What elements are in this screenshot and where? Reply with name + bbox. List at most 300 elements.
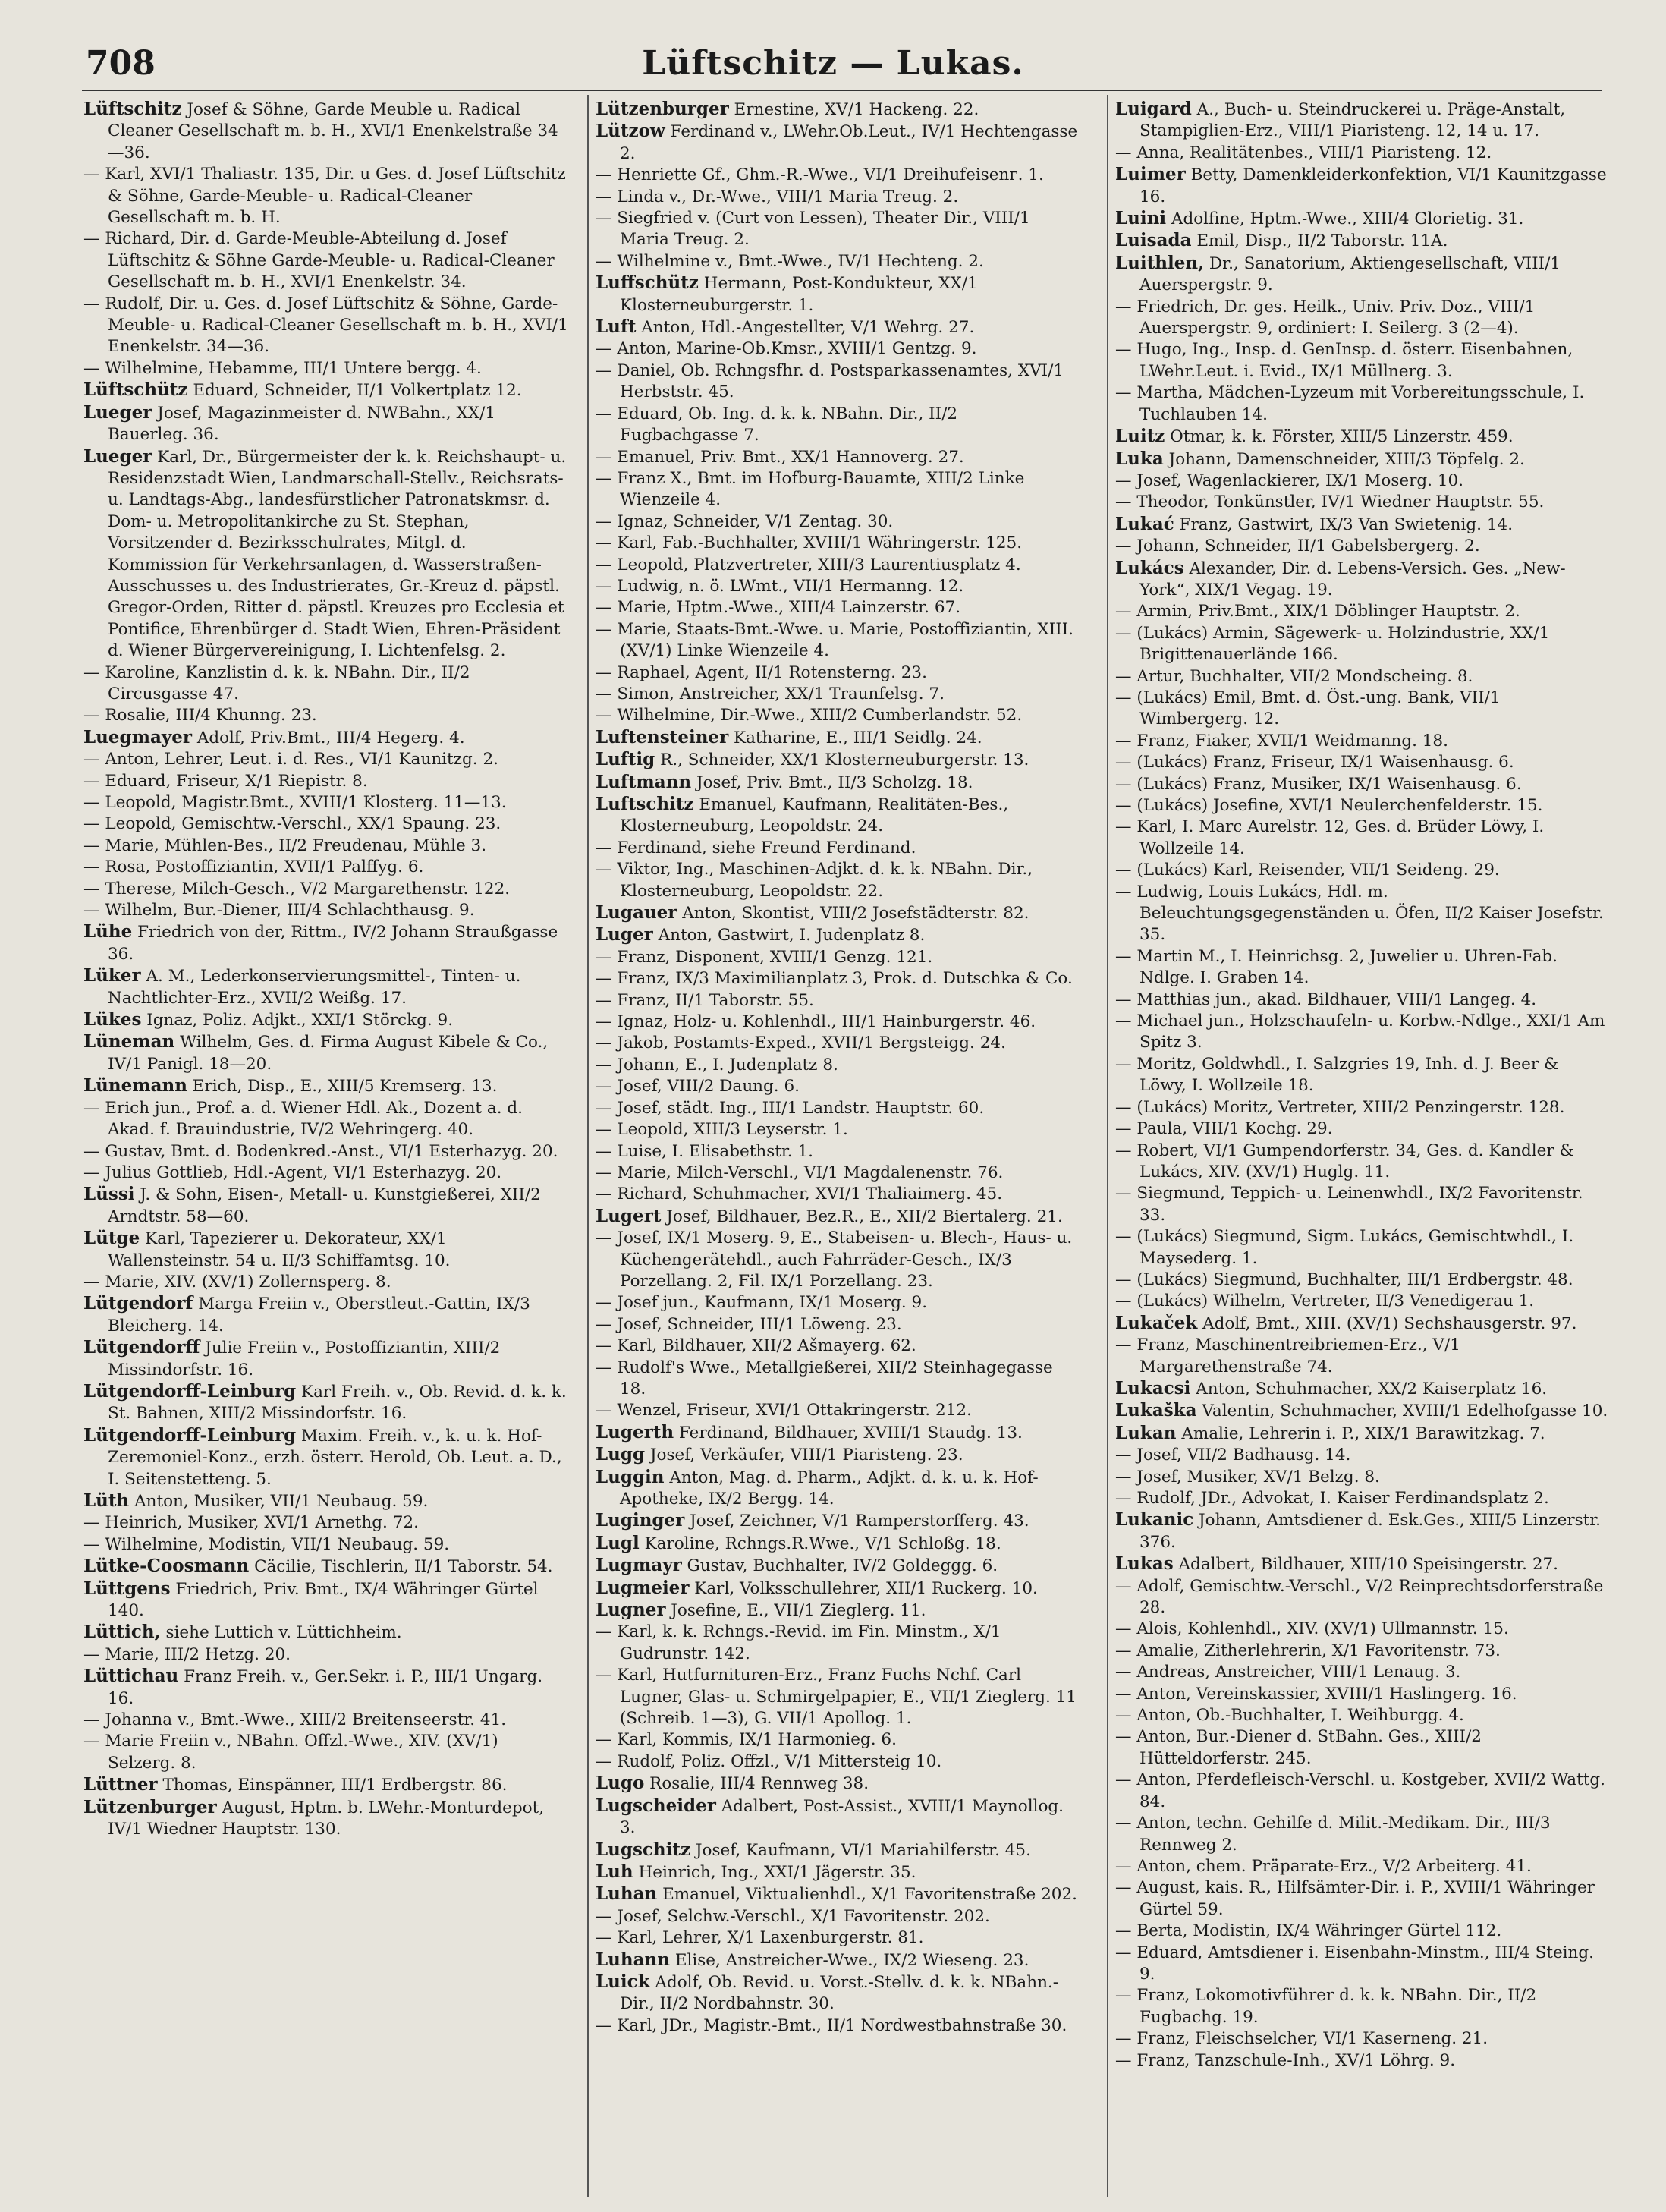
directory-entry — [83, 446, 569, 662]
directory-entry — [1115, 558, 1608, 602]
entry-text: — (Lukács) Siegmund, Sigm. Lukács, Gemischtwhdl., I. Maysederg. 1. — [1115, 1227, 1574, 1268]
directory-entry — [596, 1163, 1081, 1184]
entry-surname: Lugl — [596, 1532, 640, 1553]
entry-text: — Richard, Schuhmacher, XVI/1 Thaliaimerg. 45. — [596, 1185, 1003, 1204]
entry-text: — Franz, Fiaker, XVII/1 Weidmanng. 18. — [1115, 731, 1448, 750]
entry-surname: Lützenburger — [83, 1796, 217, 1817]
entry-surname: Lukan — [1115, 1422, 1177, 1443]
directory-entry — [596, 1141, 1081, 1163]
directory-entry — [1115, 817, 1608, 860]
directory-entry — [1115, 1684, 1608, 1705]
entry-text: — Anton, techn. Gehilfe d. Milit.-Medikam. Dir., III/3 Rennweg 2. — [1115, 1814, 1551, 1855]
entry-text: — Rudolf, Poliz. Offzl., V/1 Mittersteig 10. — [596, 1751, 942, 1771]
entry-text: — Theodor, Tonkünstler, IV/1 Wiedner Hauptstr. 55. — [1115, 492, 1545, 512]
entry-text: — Hugo, Ing., Insp. d. GenInsp. d. österr. Eisenbahnen, LWehr.Leut. i. Evid., IX/1 Müllnerg. 3. — [1115, 340, 1573, 381]
directory-entry — [1115, 1423, 1608, 1445]
entry-surname: Luitz — [1115, 426, 1165, 447]
directory-entry — [596, 1292, 1081, 1314]
entry-text: — Karl, Kommis, IX/1 Harmonieg. 6. — [596, 1730, 897, 1750]
directory-entry — [1115, 1813, 1608, 1856]
entry-text: — Paula, VIII/1 Kochg. 29. — [1115, 1119, 1333, 1139]
directory-entry — [1115, 1985, 1608, 2028]
entry-text: — Josef, städt. Ing., III/1 Landstr. Hauptstr. 60. — [596, 1098, 985, 1118]
entry-surname: Lütgendorff-Leinburg — [83, 1380, 297, 1402]
entry-text: — Anton, Pferdefleisch-Verschl. u. Kostgeber, XVII/2 Wattg. 84. — [1115, 1770, 1605, 1811]
directory-entry — [596, 1314, 1081, 1336]
directory-entry — [1115, 1378, 1608, 1400]
directory-entry — [596, 1444, 1081, 1466]
entry-text: Josef, Bildhauer, Bez.R., E., XII/2 Biertalerg. 21. — [666, 1207, 1063, 1226]
directory-entry — [83, 1293, 569, 1337]
entry-surname: Luffschütz — [596, 272, 699, 294]
entry-text: Julie Freiin v., Postoffiziantin, XIII/2 Missindorfstr. 16. — [108, 1339, 501, 1380]
entry-surname: Lüttichau — [83, 1666, 179, 1687]
directory-entry — [596, 1927, 1081, 1949]
directory-entry — [83, 1710, 569, 1731]
directory-entry — [1115, 990, 1608, 1011]
page-number: 708 — [86, 44, 156, 83]
directory-entry — [1115, 470, 1608, 492]
entry-text: Dr., Sanatorium, Aktiengesellschaft, VIII/1 Auerspergstr. 9. — [1139, 253, 1561, 295]
directory-entry — [83, 1731, 569, 1774]
entry-surname: Lüssi — [83, 1184, 135, 1205]
directory-column-2 — [596, 99, 1081, 2037]
directory-entry — [596, 576, 1081, 597]
directory-entry — [83, 857, 569, 878]
entry-text: Adolf, Bmt., XIII. (XV/1) Sechshausgerstr. 97. — [1202, 1314, 1577, 1333]
directory-entry — [596, 121, 1081, 165]
directory-entry — [596, 1098, 1081, 1119]
entry-text: — Franz, Fleischselcher, VI/1 Kaserneng. 21. — [1115, 2029, 1488, 2049]
directory-entry — [596, 1665, 1081, 1729]
directory-entry — [596, 1467, 1081, 1511]
entry-text: — Rudolf, JDr., Advokat, I. Kaiser Ferdinandsplatz 2. — [1115, 1489, 1549, 1508]
entry-text: — Marie, Mühlen-Bes., II/2 Freudenau, Mühle 3. — [83, 835, 487, 855]
entry-text: — Amalie, Zitherlehrerin, X/1 Favoritenstr. 73. — [1115, 1641, 1501, 1660]
entry-text: — Richard, Dir. d. Garde-Meuble-Abteilung d. Josef Lüftschitz & Söhne Garde-Meuble- u. Radical-Cleaner Gesellschaft m. b. H., XVI/1 Enenkelstr. 34. — [83, 229, 555, 292]
directory-entry — [83, 1009, 569, 1031]
entry-text: — Johann, Schneider, II/1 Gabelsbergerg. 2. — [1115, 536, 1480, 556]
directory-entry — [596, 1358, 1081, 1401]
directory-entry — [596, 838, 1081, 859]
entry-surname: Lühe — [83, 921, 133, 942]
directory-entry — [1115, 253, 1608, 297]
entry-text: Karl, Tapezierer u. Dekorateur, XX/1 Wallensteinstr. 54 u. II/3 Schiffamtsg. 10. — [108, 1229, 451, 1270]
directory-column-1 — [83, 99, 569, 1841]
directory-entry — [596, 749, 1081, 771]
directory-entry — [596, 360, 1081, 404]
directory-entry — [83, 1774, 569, 1796]
entry-text: — (Lukács) Armin, Sägewerk- u. Holzindustrie, XX/1 Brigittenauerlände 166. — [1115, 623, 1550, 665]
entry-surname: Luhann — [596, 1949, 670, 1970]
entry-surname: Luggin — [596, 1466, 665, 1487]
entry-text: Thomas, Einspänner, III/1 Erdbergstr. 86. — [162, 1776, 508, 1795]
entry-surname: Luftensteiner — [596, 726, 729, 747]
entry-text: Adalbert, Bildhauer, XIII/10 Speisingerstr. 27. — [1178, 1555, 1559, 1575]
entry-text: A., Buch- u. Steindruckerei u. Präge-Anstalt, Stampiglien-Erz., VIII/1 Piaristeng. 12, 14 u. 17. — [1139, 100, 1566, 141]
entry-surname: Lukaček — [1115, 1312, 1198, 1333]
entry-text: — Josef, VIII/2 Daung. 6. — [596, 1077, 800, 1097]
entry-text: — Marie, Hptm.-Wwe., XIII/4 Lainzerstr. 67. — [596, 598, 961, 618]
entry-text: — Wenzel, Friseur, XVI/1 Ottakringerstr. 212. — [596, 1401, 972, 1421]
directory-entry — [1115, 492, 1608, 513]
entry-text: Adalbert, Post-Assist., XVIII/1 Maynollog. 3. — [620, 1796, 1064, 1838]
entry-text: Katharine, E., III/1 Seidlg. 24. — [734, 728, 982, 747]
directory-entry — [83, 1797, 569, 1841]
entry-text: — Karl, k. k. Rchngs.-Revid. im Fin. Minstm., X/1 Gudrunstr. 142. — [596, 1622, 1001, 1663]
entry-text: Erich, Disp., E., XIII/5 Kremserg. 13. — [192, 1077, 498, 1097]
entry-text: — Anton, Ob.-Buchhalter, I. Weihburgg. 4. — [1115, 1706, 1464, 1726]
entry-surname: Lüneman — [83, 1031, 175, 1053]
entry-text: Josefine, E., VII/1 Zieglerg. 11. — [671, 1601, 926, 1621]
entry-text: siehe Luttich v. Lüttichheim. — [165, 1623, 402, 1643]
directory-entry — [1115, 143, 1608, 164]
entry-surname: Lukać — [1115, 513, 1174, 534]
directory-entry — [1115, 1576, 1608, 1619]
entry-surname: Lüth — [83, 1490, 130, 1511]
directory-entry — [596, 1076, 1081, 1097]
entry-text: Anton, Hdl.-Angestellter, V/1 Wehrg. 27. — [641, 318, 975, 338]
entry-surname: Lukács — [1115, 557, 1184, 578]
directory-entry — [1115, 1619, 1608, 1640]
directory-entry — [83, 1337, 569, 1381]
entry-surname: Luftig — [596, 749, 655, 770]
entry-text: Adolf, Ob. Revid. u. Vorst.-Stellv. d. k. k. NBahn.-Dir., II/2 Nordbahnstr. 30. — [620, 1972, 1059, 2014]
entry-text: — Karl, Fab.-Buchhalter, XVIII/1 Währingerstr. 125. — [596, 533, 1023, 553]
entry-text: — Anton, chem. Präparate-Erz., V/2 Arbeiterg. 41. — [1115, 1856, 1532, 1876]
entry-text: — Siegmund, Teppich- u. Leinenwhdl., IX/2 Favoritenstr. 33. — [1115, 1184, 1583, 1225]
entry-text: Josef, Kaufmann, VI/1 Mariahilferstr. 45. — [695, 1840, 1031, 1860]
entry-text: Hermann, Post-Kondukteur, XX/1 Klosterneuburgerstr. 1. — [620, 274, 978, 315]
directory-entry — [83, 1578, 569, 1622]
entry-text: — Henriette Gf., Ghm.-R.-Wwe., VI/1 Dreihufeisenг. 1. — [596, 165, 1044, 185]
entry-text: Karoline, Rchngs.R.Wwe., V/1 Schloßg. 18. — [644, 1534, 1001, 1553]
directory-entry — [596, 990, 1081, 1012]
entry-text: — Ignaz, Holz- u. Kohlenhdl., III/1 Hainburgerstr. 46. — [596, 1012, 1036, 1032]
entry-surname: Lüttich, — [83, 1622, 161, 1643]
entry-text: — (Lukács) Siegmund, Buchhalter, III/1 Erdbergstr. 48. — [1115, 1270, 1573, 1289]
entry-text: Ignaz, Poliz. Adjkt., XXI/1 Störckg. 9. — [146, 1011, 454, 1030]
directory-entry — [596, 684, 1081, 705]
entry-text: Friedrich von der, Rittm., IV/2 Johann Straußgasse 36. — [108, 923, 558, 964]
entry-surname: Luigard — [1115, 99, 1192, 119]
entry-text: — Josef, IX/1 Moserg. 9, E., Stabeisen- u. Blech-, Haus- u. Küchengerätehdl., auch Fahrräder-Gesch., IX/3 Porzellang. 2, Fil. IX/1 Porzellang. 23. — [596, 1229, 1073, 1291]
entry-surname: Luginger — [596, 1510, 685, 1531]
entry-text: — Eduard, Amtsdiener i. Eisenbahn-Minstm., III/4 Steing. 9. — [1115, 1943, 1595, 1984]
directory-entry — [1115, 1141, 1608, 1184]
directory-entry — [1115, 882, 1608, 946]
directory-entry — [83, 705, 569, 726]
entry-text: Johann, Amtsdiener d. Esk.Ges., XIII/5 Linzerstr. 376. — [1139, 1511, 1602, 1552]
entry-surname: Lugmeier — [596, 1577, 690, 1598]
directory-entry — [83, 662, 569, 706]
directory-entry — [83, 294, 569, 358]
entry-surname: Luft — [596, 316, 637, 338]
entry-text: — Erich jun., Prof. a. d. Wiener Hdl. Ak., Dozent a. d. Akad. f. Brauindustrie, IV/2 Wehringerg. 40. — [83, 1098, 523, 1140]
directory-entry — [596, 447, 1081, 468]
entry-text: — Leopold, Gemischtw.-Verschl., XX/1 Spaung. 23. — [83, 814, 501, 834]
directory-entry — [596, 1400, 1081, 1421]
directory-entry — [596, 338, 1081, 360]
entry-surname: Lukanic — [1115, 1509, 1194, 1531]
directory-entry — [596, 1773, 1081, 1795]
entry-text: — Artur, Buchhalter, VII/2 Mondscheing. 8. — [1115, 666, 1473, 686]
directory-entry — [596, 1949, 1081, 1971]
directory-entry — [83, 900, 569, 921]
entry-text: — Franz, Maschinentreibriemen-Erz., V/1 Margarethenstraße 74. — [1115, 1336, 1460, 1377]
entry-surname: Luh — [596, 1861, 633, 1882]
entry-text: Cäcilie, Tischlerin, II/1 Taborstr. 54. — [254, 1557, 553, 1577]
entry-text: Rosalie, III/4 Rennweg 38. — [649, 1774, 869, 1794]
directory-entry — [596, 99, 1081, 121]
directory-entry — [1115, 1313, 1608, 1335]
entry-text: — Alois, Kohlenhdl., XIV. (XV/1) Ullmannstr. 15. — [1115, 1619, 1509, 1639]
entry-text: — Karl, Hutfurnituren-Erz., Franz Fuchs Nchf. Carl Lugner, Glas- u. Schmirgelpapier, E., VII/1 Zieglerg. 11 (Schreib. 1—3), G. VII/1 Apollog. 1. — [596, 1666, 1077, 1729]
entry-text: Karl, Volksschullehrer, XII/1 Ruckerg. 10. — [694, 1578, 1038, 1598]
directory-entry — [83, 727, 569, 749]
directory-entry — [1115, 1770, 1608, 1813]
entry-text: Anton, Skontist, VIII/2 Josefstädterstr. 82. — [682, 904, 1029, 924]
directory-entry — [596, 2015, 1081, 2037]
directory-entry — [83, 164, 569, 228]
entry-text: — Wilhelm, Bur.-Diener, III/4 Schlachthausg. 9. — [83, 901, 475, 920]
directory-entry — [1115, 1662, 1608, 1683]
entry-text: — Karl, JDr., Magistr.-Bmt., II/1 Nordwestbahnstraße 30. — [596, 2015, 1067, 2035]
directory-entry — [83, 99, 569, 164]
directory-entry — [1115, 382, 1608, 426]
entry-surname: Luini — [1115, 208, 1167, 229]
entry-text: Emanuel, Kaufmann, Realitäten-Bes., Klosterneuburg, Leopoldstr. 24. — [620, 795, 1009, 836]
entry-text: Elise, Anstreicher-Wwe., IX/2 Wieseng. 23. — [674, 1950, 1029, 1970]
directory-entry — [83, 1272, 569, 1293]
entry-text: Anton, Gastwirt, I. Judenplatz 8. — [658, 926, 926, 946]
directory-entry — [1115, 1509, 1608, 1553]
entry-text: — Anton, Lehrer, Leut. i. d. Res., VI/1 Kaunitzg. 2. — [83, 750, 498, 769]
entry-text: — Josef, VII/2 Badhausg. 14. — [1115, 1446, 1351, 1465]
entry-text: — Julius Gottlieb, Hdl.-Agent, VI/1 Esterhazyg. 20. — [83, 1163, 502, 1182]
entry-text: — Berta, Modistin, IX/4 Währinger Gürtel 112. — [1115, 1921, 1502, 1941]
entry-text: — Josef, Selchw.-Verschl., X/1 Favoritenstr. 202. — [596, 1906, 990, 1926]
directory-entry — [1115, 426, 1608, 448]
directory-entry — [83, 1622, 569, 1644]
directory-entry — [596, 619, 1081, 662]
directory-entry — [83, 379, 569, 401]
directory-entry — [596, 1729, 1081, 1751]
directory-entry — [596, 597, 1081, 618]
directory-entry — [1115, 623, 1608, 666]
entry-text: Gustav, Buchhalter, IV/2 Goldeggg. 6. — [687, 1556, 998, 1576]
directory-entry — [1115, 1335, 1608, 1378]
directory-entry — [596, 705, 1081, 726]
directory-entry — [1115, 1291, 1608, 1312]
entry-surname: Luftschitz — [596, 794, 694, 814]
entry-surname: Lueger — [83, 445, 152, 467]
entry-text: Ernestine, XV/1 Hackeng. 22. — [734, 100, 979, 119]
entry-surname: Lukaška — [1115, 1400, 1197, 1421]
entry-surname: Lütge — [83, 1228, 140, 1249]
directory-entry — [596, 187, 1081, 208]
entry-text: — Josef, Schneider, III/1 Löweng. 23. — [596, 1314, 902, 1334]
entry-surname: Luftmann — [596, 771, 692, 792]
directory-entry — [83, 1163, 569, 1184]
entry-text: Maxim. Freih. v., k. u. k. Hof-Zeremoniel-Konz., erzh. österr. Herold, Ob. Leut. a. D., I. Seitenstetteng. 5. — [108, 1426, 562, 1489]
entry-text: — August, kais. R., Hilfsämter-Dir. i. P., XVIII/1 Währinger Gürtel 59. — [1115, 1878, 1595, 1919]
directory-entry — [83, 1666, 569, 1710]
directory-entry — [596, 1184, 1081, 1205]
directory-entry — [83, 921, 569, 965]
entry-text: August, Hptm. b. LWehr.-Monturdepot, IV/1 Wiedner Hauptstr. 130. — [108, 1798, 545, 1839]
directory-entry — [1115, 1119, 1608, 1140]
entry-surname: Luisada — [1115, 230, 1192, 251]
directory-entry — [1115, 688, 1608, 731]
directory-entry — [1115, 2050, 1608, 2072]
entry-text: J. & Sohn, Eisen-, Metall- u. Kunstgießerei, XII/2 Arndtstr. 58—60. — [108, 1185, 541, 1226]
entry-surname: Lüftschütz — [83, 379, 188, 401]
directory-entry — [1115, 946, 1608, 990]
entry-surname: Lugert — [596, 1205, 662, 1226]
entry-text: — Josef, Musiker, XV/1 Belzg. 8. — [1115, 1467, 1380, 1487]
directory-entry — [1115, 99, 1608, 143]
entry-surname: Lükes — [83, 1009, 142, 1030]
entry-text: — (Lukács) Karl, Reisender, VII/1 Seideng. 29. — [1115, 861, 1500, 880]
directory-entry — [1115, 1943, 1608, 1986]
directory-entry — [596, 924, 1081, 946]
entry-text: Otmar, k. k. Förster, XIII/5 Linzerstr. 459. — [1170, 427, 1514, 447]
entry-text: Franz Freih. v., Ger.Sekr. i. P., III/1 Ungarg. 16. — [108, 1667, 543, 1708]
directory-entry — [83, 1184, 569, 1228]
entry-text: — Friedrich, Dr. ges. Heilk., Univ. Priv. Doz., VIII/1 Auerspergstr. 9, ordiniert: I. Seilerg. 3 (2—4). — [1115, 297, 1536, 338]
directory-entry — [596, 662, 1081, 684]
entry-surname: Lüttner — [83, 1774, 158, 1795]
entry-text: — Marie, Staats-Bmt.-Wwe. u. Marie, Postoffiziantin, XIII. (XV/1) Linke Wienzeile 4. — [596, 619, 1074, 661]
header-rule — [82, 90, 1602, 91]
directory-entry — [1115, 666, 1608, 688]
entry-text: — Franz X., Bmt. im Hofburg-Bauamte, XIII/2 Linke Wienzeile 4. — [596, 468, 1025, 510]
entry-text: — Michael jun., Holzschaufeln- u. Korbw.-Ndlge., XXI/1 Am Spitz 3. — [1115, 1012, 1605, 1053]
entry-text: Josef, Zeichner, V/1 Ramperstorfferg. 43. — [690, 1512, 1029, 1531]
entry-text: — Heinrich, Musiker, XVI/1 Arnethg. 72. — [83, 1513, 419, 1533]
directory-entry — [596, 1600, 1081, 1622]
entry-text: Friedrich, Priv. Bmt., IX/4 Währinger Gürtel 140. — [108, 1579, 539, 1621]
entry-surname: Luger — [596, 924, 653, 946]
directory-entry — [596, 533, 1081, 554]
directory-entry — [596, 251, 1081, 272]
entry-text: — (Lukács) Moritz, Vertreter, XIII/2 Penzingerstr. 128. — [1115, 1097, 1565, 1117]
directory-entry — [596, 165, 1081, 186]
entry-text: — Anton, Bur.-Diener d. StBahn. Ges., XIII/2 Hütteldorferstr. 245. — [1115, 1727, 1482, 1768]
directory-column-3 — [1115, 99, 1608, 2072]
directory-entry — [596, 1795, 1081, 1839]
directory-entry — [83, 792, 569, 813]
entry-text: Josef, Magazinmeister d. NWBahn., XX/1 Bauerleg. 36. — [108, 403, 496, 445]
entry-text: — Martha, Mädchen-Lyzeum mit Vorbereitungsschule, I. Tuchlauben 14. — [1115, 383, 1585, 424]
entry-text: — Ludwig, Louis Lukács, Hdl. m. Beleuchtungsgegenständen u. Öfen, II/2 Kaiser Josefstr. 35. — [1115, 882, 1604, 945]
entry-text: — Johanna v., Bmt.-Wwe., XIII/2 Breitenseerstr. 41. — [83, 1710, 507, 1730]
directory-entry — [1115, 208, 1608, 230]
entry-surname: Luka — [1115, 448, 1164, 469]
directory-entry — [1115, 1856, 1608, 1877]
directory-entry — [596, 1971, 1081, 2015]
entry-text: — Anna, Realitätenbes., VIII/1 Piaristeng. 12. — [1115, 143, 1492, 162]
entry-surname: Luimer — [1115, 164, 1186, 185]
directory-entry — [1115, 752, 1608, 773]
entry-text: — Josef jun., Kaufmann, IX/1 Moserg. 9. — [596, 1293, 928, 1313]
entry-text: — Raphael, Agent, II/1 Rotensterng. 23. — [596, 662, 927, 682]
directory-entry — [1115, 1270, 1608, 1291]
entry-text: — Emanuel, Priv. Bmt., XX/1 Hannoverg. 27. — [596, 447, 964, 467]
directory-entry — [1115, 1400, 1608, 1422]
directory-entry — [83, 1098, 569, 1141]
entry-text: — Armin, Priv.Bmt., XIX/1 Döblinger Hauptstr. 2. — [1115, 602, 1520, 621]
entry-text: — Therese, Milch-Gesch., V/2 Margarethenstr. 122. — [83, 879, 511, 898]
directory-entry — [83, 228, 569, 293]
entry-text: — Rudolf's Wwe., Metallgießerei, XII/2 Steinhagegasse 18. — [596, 1358, 1053, 1399]
directory-entry — [596, 1228, 1081, 1292]
entry-surname: Lugner — [596, 1600, 666, 1621]
directory-entry — [1115, 774, 1608, 795]
directory-entry — [83, 1381, 569, 1425]
entry-text: — Robert, VI/1 Gumpendorferstr. 34, Ges. d. Kandler & Lukács, XIV. (XV/1) Huglg. 11. — [1115, 1141, 1574, 1182]
entry-text: — Marie, Milch-Verschl., VI/1 Magdalenenstr. 76. — [596, 1163, 1004, 1182]
directory-entry — [1115, 860, 1608, 881]
entry-text: Ferdinand v., LWehr.Ob.Leut., IV/1 Hechtengasse 2. — [620, 122, 1078, 163]
entry-text: — Anton, Vereinskassier, XVIII/1 Haslingerg. 16. — [1115, 1684, 1517, 1704]
directory-entry — [1115, 1445, 1608, 1466]
entry-text: Josef & Söhne, Garde Meuble u. Radical Cleaner Gesellschaft m. b. H., XVI/1 Enenkelstraße 34—36. — [108, 100, 558, 162]
directory-entry — [1115, 164, 1608, 208]
directory-entry — [596, 555, 1081, 576]
directory-entry — [596, 1055, 1081, 1076]
directory-entry — [83, 749, 569, 770]
entry-text: — Karoline, Kanzlistin d. k. k. NBahn. Dir., II/2 Circusgasse 47. — [83, 662, 470, 703]
entry-surname: Lugerth — [596, 1421, 674, 1443]
directory-entry — [1115, 1553, 1608, 1575]
directory-entry — [83, 1512, 569, 1534]
directory-entry — [596, 1861, 1081, 1883]
entry-text: Heinrich, Ing., XXI/1 Jägerstr. 35. — [638, 1862, 916, 1882]
entry-text: — Franz, II/1 Taborstr. 55. — [596, 990, 814, 1010]
directory-entry — [1115, 1467, 1608, 1488]
entry-surname: Lugauer — [596, 902, 677, 924]
entry-text: Anton, Schuhmacher, XX/2 Kaiserplatz 16. — [1196, 1379, 1548, 1399]
entry-text: — Daniel, Ob. Rchngsfhr. d. Postsparkassenamtes, XVI/1 Herbststr. 45. — [596, 360, 1064, 402]
directory-entry — [596, 947, 1081, 968]
column-divider — [1107, 95, 1108, 2197]
entry-surname: Lützenburger — [596, 99, 729, 119]
entry-text: — Leopold, XIII/3 Leyserstr. 1. — [596, 1120, 848, 1140]
directory-entry — [1115, 297, 1608, 340]
directory-entry — [1115, 1641, 1608, 1662]
directory-entry — [596, 1119, 1081, 1141]
entry-text: Emil, Disp., II/2 Taborstr. 11A. — [1196, 231, 1448, 251]
entry-text: — Eduard, Friseur, X/1 Riepistr. 8. — [83, 771, 368, 791]
entry-surname: Luick — [596, 1971, 650, 1992]
entry-surname: Lugg — [596, 1444, 646, 1465]
entry-text: — Franz, Tanzschule-Inh., XV/1 Löhrg. 9. — [1115, 2050, 1456, 2070]
directory-entry — [596, 404, 1081, 447]
entry-text: — Matthias jun., akad. Bildhauer, VIII/1 Langeg. 4. — [1115, 990, 1537, 1009]
entry-text: — Martin M., I. Heinrichsg. 2, Juwelier u. Uhren-Fab. Ndlge. I. Graben 14. — [1115, 946, 1558, 988]
entry-text: — (Lukács) Franz, Friseur, IX/1 Waisenhausg. 6. — [1115, 753, 1514, 772]
entry-text: Marga Freiin v., Oberstleut.-Gattin, IX/3 Bleicherg. 14. — [108, 1295, 530, 1336]
directory-entry — [83, 813, 569, 835]
entry-text: — Siegfried v. (Curt von Lessen), Theater Dir., VIII/1 Maria Treug. 2. — [596, 209, 1030, 250]
entry-text: — Simon, Anstreicher, XX/1 Traunfelsg. 7. — [596, 684, 945, 703]
entry-surname: Lüftschitz — [83, 99, 182, 119]
entry-text: — Karl, XVI/1 Thaliastr. 135, Dir. u Ges. d. Josef Lüftschitz & Söhne, Garde-Meuble- u. Radical-Cleaner Gesellschaft m. b. H. — [83, 165, 566, 228]
entry-surname: Lünemann — [83, 1075, 187, 1097]
directory-entry — [596, 902, 1081, 924]
